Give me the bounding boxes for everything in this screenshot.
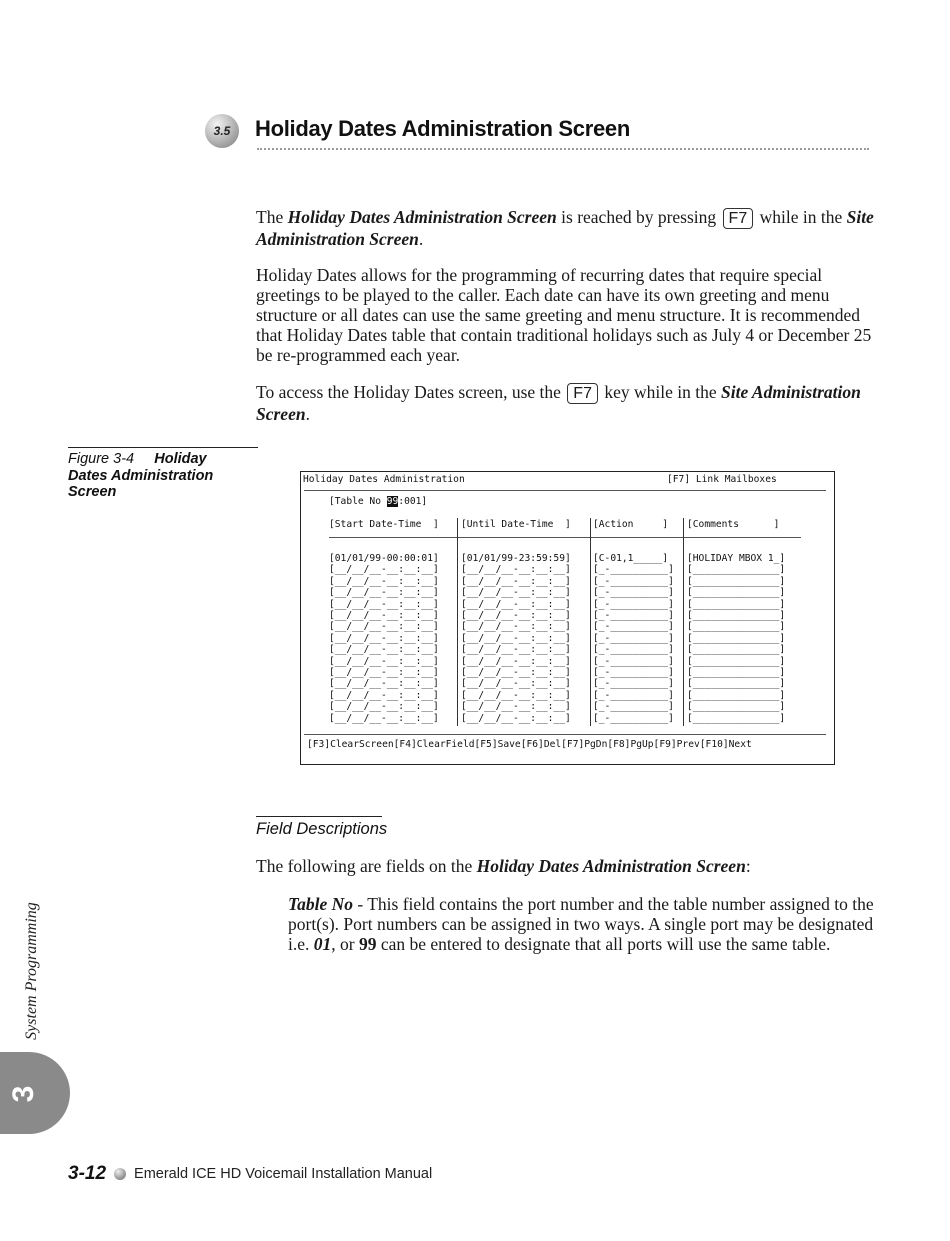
table-cell-empty[interactable]: [__/__/__-__:__:__] — [329, 575, 439, 587]
table-cell-empty[interactable]: [_-__________] — [593, 655, 674, 667]
section-title: Holiday Dates Administration Screen — [255, 116, 631, 141]
column-separator — [590, 518, 591, 726]
table-cell-empty[interactable]: [_______________] — [687, 678, 786, 690]
table-cell-empty[interactable]: [__/__/__-__:__:__] — [461, 587, 571, 599]
column-header-rule — [329, 537, 801, 538]
table-cell-entry[interactable]: [C-01,1_____] — [593, 553, 669, 564]
emphasis-site-admin: Site Administration Screen — [256, 382, 861, 424]
table-cell-empty[interactable]: [_______________] — [687, 644, 786, 656]
dotted-divider — [257, 148, 869, 150]
figure-title: Holiday Dates Administration Screen — [68, 451, 214, 500]
table-cell-empty[interactable]: [_______________] — [687, 667, 786, 678]
emphasis-screen-name: Holiday Dates Administration Screen — [476, 856, 746, 876]
table-cell-empty[interactable]: [__/__/__-__:__:__] — [461, 610, 571, 621]
table-cell-empty[interactable]: [__/__/__-__:__:__] — [461, 701, 571, 713]
column-header: [Comments ] — [687, 519, 780, 530]
table-cell-empty[interactable]: [__/__/__-__:__:__] — [329, 667, 439, 678]
table-cell-empty[interactable]: [__/__/__-__:__:__] — [461, 644, 571, 656]
emphasis-screen-name: Holiday Dates Administration Screen — [287, 207, 557, 227]
intro-paragraph-3: To access the Holiday Dates screen, use the F7 key while in the Site Administration Screen. — [256, 382, 861, 424]
table-cell-empty[interactable]: [_______________] — [687, 598, 786, 610]
table-cell-empty[interactable]: [_______________] — [687, 632, 786, 644]
table-cell-empty[interactable]: [_______________] — [687, 712, 786, 724]
table-cell-empty[interactable]: [_-__________] — [593, 701, 674, 713]
column-header: [Until Date-Time ] — [461, 519, 571, 530]
table-cell-empty[interactable]: [_-__________] — [593, 644, 674, 656]
function-key-bar: [F3]ClearScreen[F4]ClearField[F5]Save[F6]Del[F7]PgDn[F8]PgUp[F9]Prev[F10]Next — [307, 739, 752, 750]
table-cell-empty[interactable]: [_-__________] — [593, 575, 674, 587]
page-number: 3-12 — [68, 1163, 107, 1184]
table-cell-empty[interactable]: [__/__/__-__:__:__] — [461, 621, 571, 633]
table-cell-empty[interactable]: [_______________] — [687, 701, 786, 713]
field-descriptions-intro: The following are fields on the Holiday Dates Administration Screen: — [256, 856, 751, 876]
table-cell-empty[interactable]: [__/__/__-__:__:__] — [461, 632, 571, 644]
table-cell-empty[interactable]: [__/__/__-__:__:__] — [329, 610, 439, 621]
intro-paragraph-1: The Holiday Dates Administration Screen is reached by pressing F7 while in the Site Administration Screen. — [256, 207, 874, 249]
screen-title: Holiday Dates Administration — [303, 474, 465, 485]
table-cell-empty[interactable]: [__/__/__-__:__:__] — [329, 587, 439, 599]
table-cell-entry[interactable]: [HOLIDAY MBOX 1_] — [687, 553, 786, 564]
table-cell-empty[interactable]: [__/__/__-__:__:__] — [461, 655, 571, 667]
table-cell-empty[interactable]: [__/__/__-__:__:__] — [461, 689, 571, 701]
section-number-badge — [205, 114, 239, 148]
table-cell-empty[interactable]: [__/__/__-__:__:__] — [329, 678, 439, 690]
table-cell-empty[interactable]: [_-__________] — [593, 632, 674, 644]
column-header: [Action ] — [593, 519, 669, 530]
link-mailboxes-hint: [F7] Link Mailboxes — [667, 474, 777, 485]
table-cell-empty[interactable]: [__/__/__-__:__:__] — [329, 598, 439, 610]
table-cell-empty[interactable]: [_______________] — [687, 610, 786, 621]
table-cell-empty[interactable]: [__/__/__-__:__:__] — [329, 621, 439, 633]
table-cell-empty[interactable]: [_______________] — [687, 575, 786, 587]
table-cell-empty[interactable]: [__/__/__-__:__:__] — [461, 667, 571, 678]
caption-rule — [68, 447, 258, 448]
holiday-dates-terminal-screen — [300, 471, 835, 765]
table-cell-empty[interactable]: [_-__________] — [593, 610, 674, 621]
table-cell-empty[interactable]: [_______________] — [687, 621, 786, 633]
figure-caption — [68, 451, 248, 501]
table-cell-empty[interactable]: [__/__/__-__:__:__] — [461, 712, 571, 724]
chapter-number: 3 — [7, 1085, 40, 1103]
table-cell-entry[interactable]: [01/01/99-23:59:59] — [461, 553, 571, 564]
table-cell-empty[interactable]: [__/__/__-__:__:__] — [329, 689, 439, 701]
function-key-rule — [304, 734, 826, 735]
table-cell-empty[interactable]: [__/__/__-__:__:__] — [329, 712, 439, 724]
table-cell-empty[interactable]: [__/__/__-__:__:__] — [329, 655, 439, 667]
table-cell-empty[interactable]: [_-__________] — [593, 564, 674, 576]
term-table-no: Table No — [288, 894, 353, 914]
table-no-description: Table No - This field contains the port number and the table number assigned to the port(s). Port numbers can be assigned in two ways. A single port may be designated i.e. 01, or 99 can be entered to designate that all ports will use the same table. — [288, 894, 874, 954]
column-separator — [457, 518, 458, 726]
table-cell-empty[interactable]: [__/__/__-__:__:__] — [461, 564, 571, 576]
bullet-icon — [114, 1168, 126, 1180]
table-cell-empty[interactable]: [_______________] — [687, 587, 786, 599]
emphasis-site-admin: Site Administration Screen — [256, 207, 874, 249]
table-cell-empty[interactable]: [_______________] — [687, 689, 786, 701]
field-descriptions-heading: Field Descriptions — [256, 820, 388, 838]
table-cell-empty[interactable]: [__/__/__-__:__:__] — [329, 644, 439, 656]
table-cell-empty[interactable]: [_-__________] — [593, 598, 674, 610]
table-cell-empty[interactable]: [_-__________] — [593, 712, 674, 724]
manual-title: Emerald ICE HD Voicemail Installation Manual — [134, 1166, 433, 1182]
table-cell-empty[interactable]: [_-__________] — [593, 678, 674, 690]
table-cell-entry[interactable]: [01/01/99-00:00:01] — [329, 553, 439, 564]
figure-label: Figure 3-4 — [68, 451, 135, 467]
table-cell-empty[interactable]: [__/__/__-__:__:__] — [329, 632, 439, 644]
table-cell-empty[interactable]: [_______________] — [687, 655, 786, 667]
column-header: [Start Date-Time ] — [329, 519, 439, 530]
table-cell-empty[interactable]: [__/__/__-__:__:__] — [461, 598, 571, 610]
f7-key-badge: F7 — [723, 208, 754, 229]
table-cell-empty[interactable]: [_______________] — [687, 564, 786, 576]
column-separator — [683, 518, 684, 726]
table-no-field[interactable]: [Table No 99:001] — [329, 496, 428, 507]
table-cell-empty[interactable]: [__/__/__-__:__:__] — [461, 575, 571, 587]
section-number: 3.5 — [213, 124, 231, 138]
f7-key-badge: F7 — [567, 383, 598, 404]
table-cell-empty[interactable]: [__/__/__-__:__:__] — [329, 564, 439, 576]
screen-header-rule — [304, 490, 826, 491]
intro-paragraph-2: Holiday Dates allows for the programming of recurring dates that require special greetings to be played to the caller. Each date can have its own greeting and menu structure or all dates can use the same greeting and menu structure. It is recommended that Holiday Dates table that contain traditional holidays such as July 4 or December 25 be re-programmed each year. — [256, 265, 872, 365]
field-descriptions-rule — [256, 816, 382, 817]
table-cell-empty[interactable]: [__/__/__-__:__:__] — [461, 678, 571, 690]
table-cell-empty[interactable]: [_-__________] — [593, 689, 674, 701]
chapter-side-label: System Programming — [23, 902, 40, 1040]
page-footer — [68, 1163, 432, 1185]
table-cell-empty[interactable]: [_-__________] — [593, 621, 674, 633]
table-cell-empty[interactable]: [_-__________] — [593, 587, 674, 599]
table-cell-empty[interactable]: [_-__________] — [593, 667, 674, 678]
table-cell-empty[interactable]: [__/__/__-__:__:__] — [329, 701, 439, 713]
table-no-cursor: 99 — [386, 496, 399, 507]
